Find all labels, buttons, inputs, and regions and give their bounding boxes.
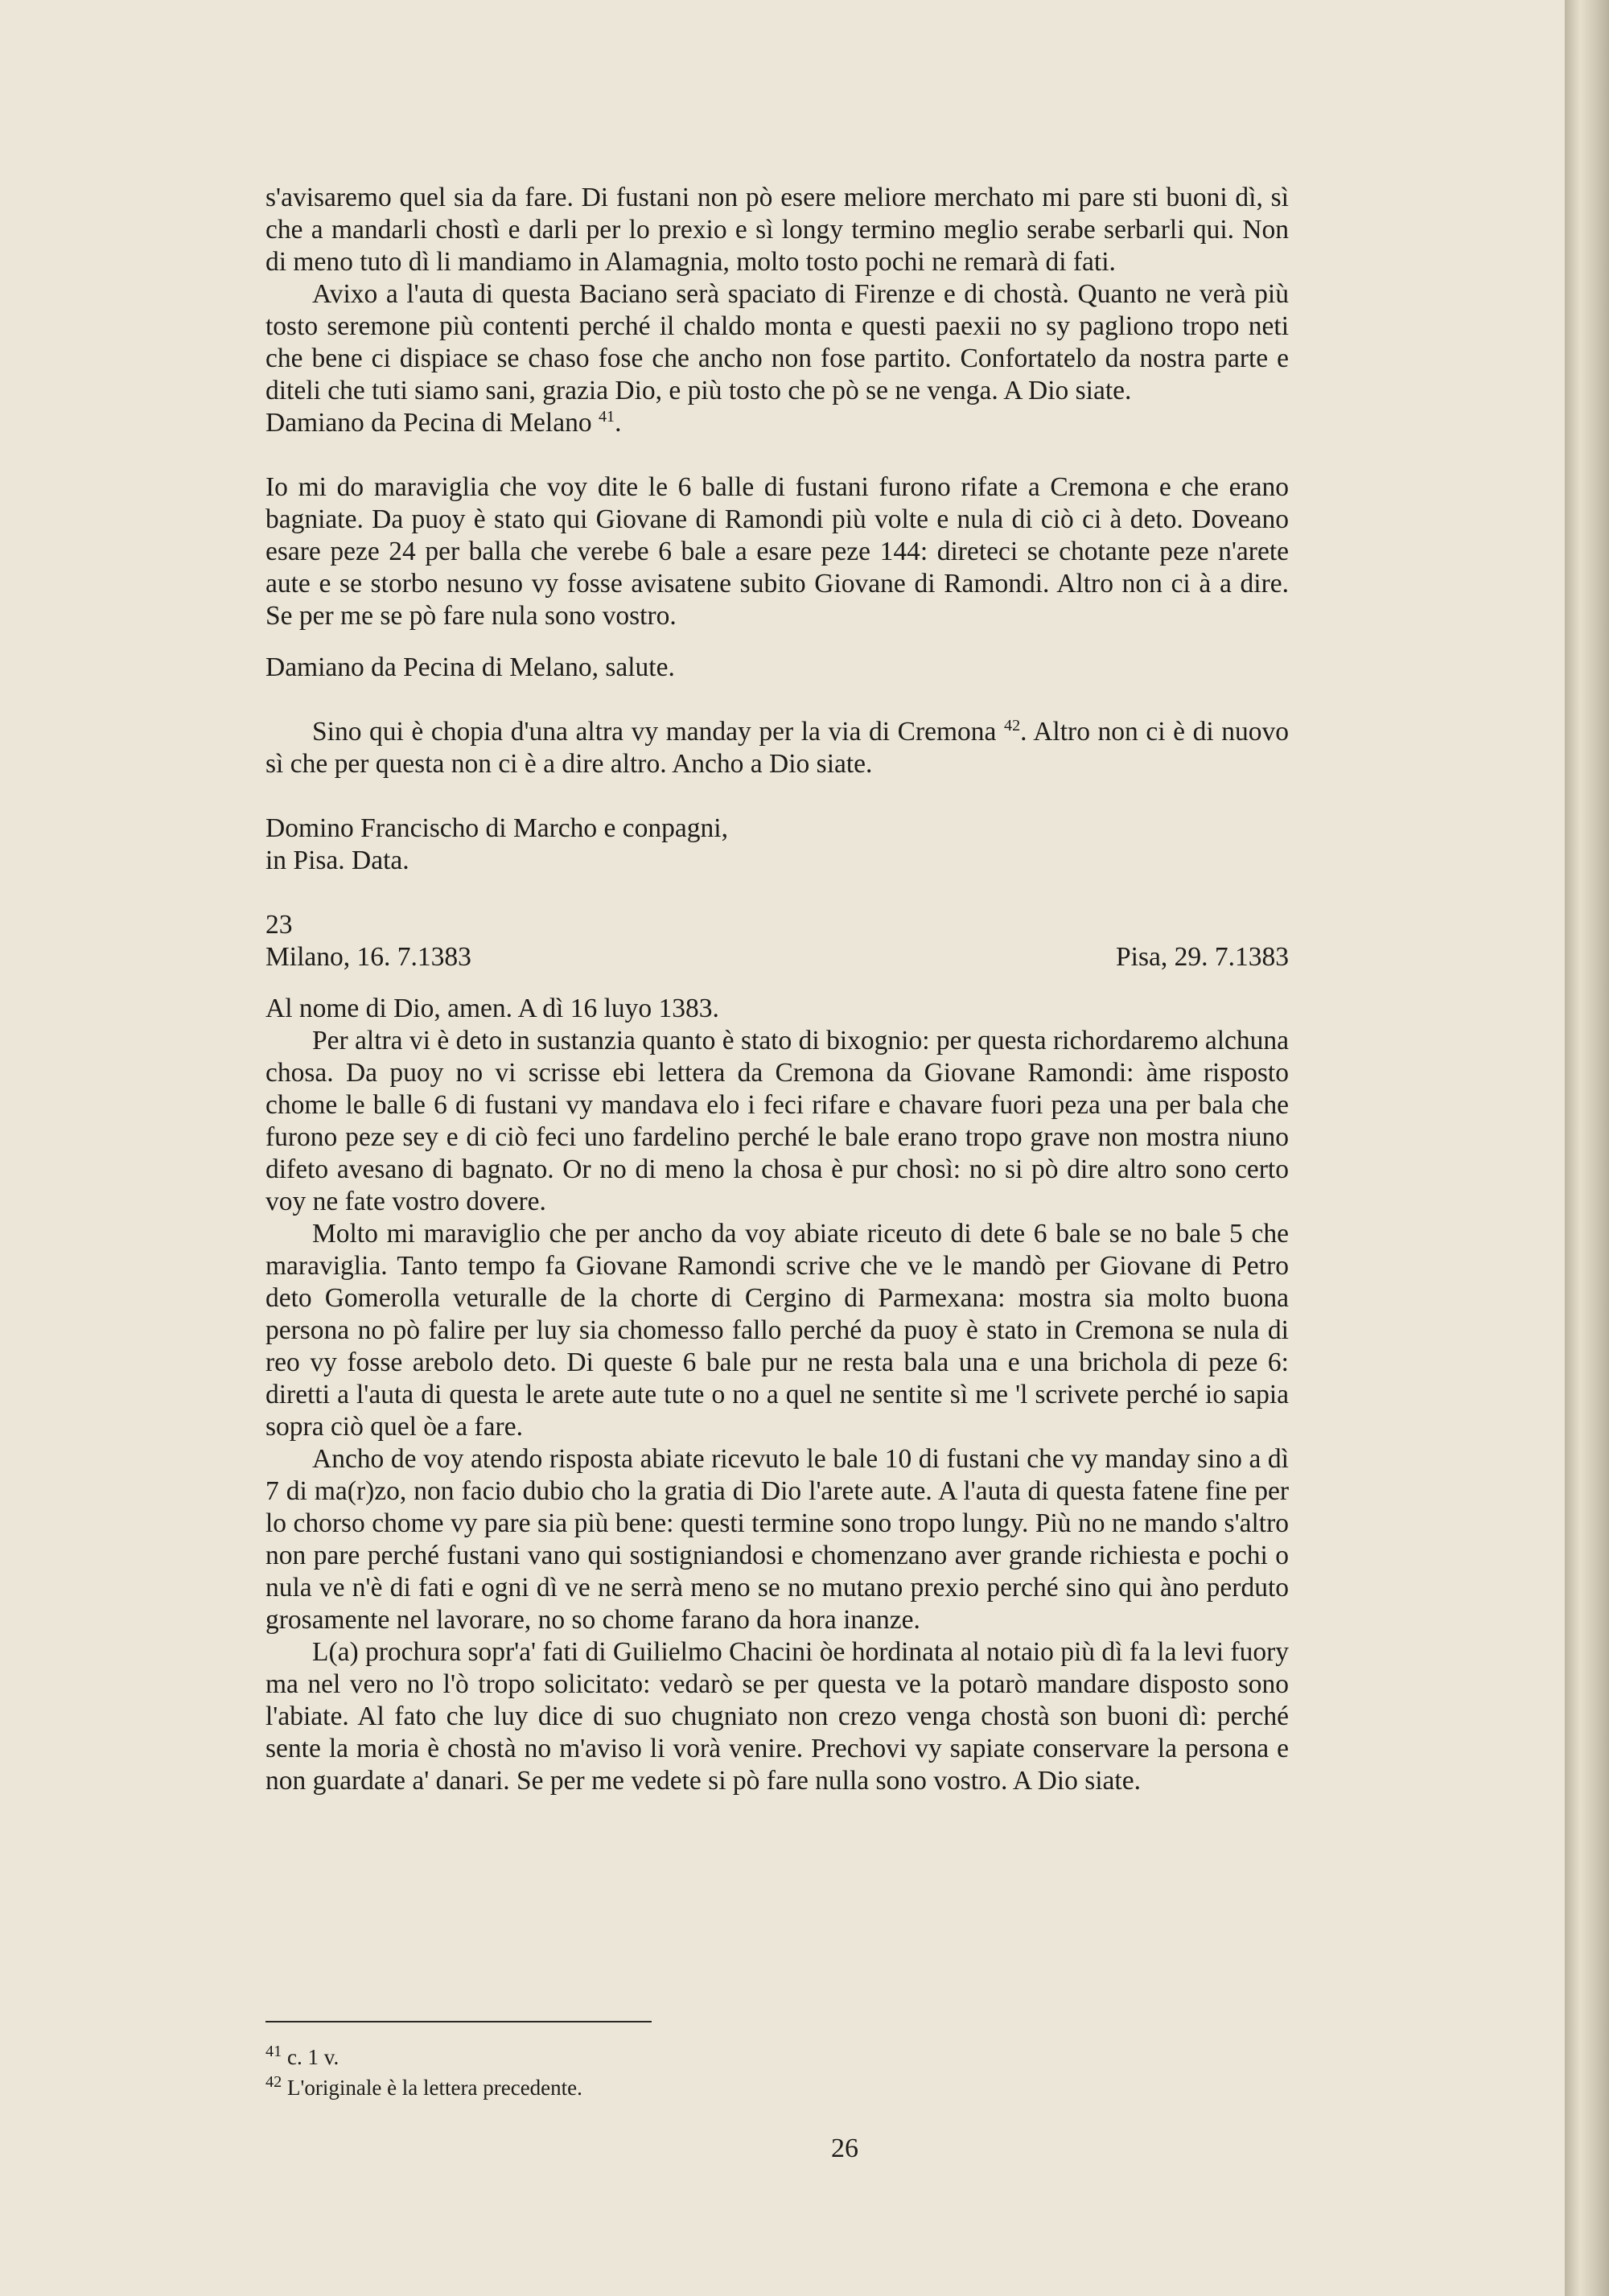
letter-destination: Pisa, 29. 7.1383 (1116, 942, 1289, 972)
footnotes (265, 2042, 990, 2103)
address-line: Domino Francischo di Marcho e conpagni, (265, 813, 728, 843)
footnote-ref: 41 (598, 407, 615, 426)
footnote: $^{41}$ c. 1 v. (265, 2043, 339, 2069)
paragraph: Ancho de voy atendo risposta abiate ricevuto le bale 10 di fustani che vy manday sino a dì 7 di ma(r)zo, non facio dubio cho la gratia di Dio l'arete aute. A l'auta di questa fatene fine per lo chorso chome vy pare sia più bene: questi termine sono tropo lungy. Più no ne mando s'altro non pare perché fustani vano qui sostigniandosi e chomenzano aver grande richiesta e pochi o nula ve n'è di fati e ogni dì ve ne serrà meno se no mutano prexio perché sino qui àno perduto grosamente nel lavorare, no so chome farano da hora inanze. (265, 1444, 1289, 1635)
letter-opening: Al nome di Dio, amen. A dì 16 luyo 1383. (265, 994, 719, 1023)
signature: Damiano da Pecina di Melano $^{41}$. (265, 407, 622, 438)
address-line: in Pisa. Data. (265, 846, 409, 875)
footnote-ref: 42 (1004, 716, 1021, 734)
letter-origin: Milano, 16. 7.1383 (265, 942, 471, 972)
paragraph: Avixo a l'auta di questa Baciano serà spaciato di Firenze e di chostà. Quanto ne verà più tosto seremone più contenti perché il chaldo monta e questi paexii no sy pagliono tropo neti che bene ci dispiace se chaso fose che ancho non fose partito. Confortatelo da nostra parte e diteli che tuti siamo sani, grazia Dio, e più tosto che pò se ne venga. A Dio siate. (265, 279, 1289, 405)
paragraph: Per altra vi è deto in sustanzia quanto è stato di bixognio: per questa richordaremo alchuna chosa. Da puoy no vi scrisse ebi lettera da Cremona da Giovane Ramondi: àme risposto chome le balle 6 di fustani vy mandava elo i feci rifare e chavare fuori peza una per bala che furono peze sey e di ciò feci uno fardelino perché le bale erano tropo grave non mostra niuno difeto avesano di bagnato. Or no di meno la chosa è pur chosì: no si pò dire altro sono certo voy ne fate vostro dovere. (265, 1026, 1289, 1216)
footnote-divider (265, 2021, 652, 2022)
letter-dateline (265, 941, 1289, 973)
book-gutter (1565, 0, 1609, 2296)
paragraph: Io mi do maraviglia che voy dite le 6 balle di fustani furono rifate a Cremona e che erano bagniate. Da puoy è stato qui Giovane di Ramondi più volte e nula di ciò ci à deto. Doveano esare peze 24 per balla che verebe 6 bale a esare peze 144: direteci se chotante peze n'arete aute e se storbo nesuno vy fosse avisatene subito Giovane di Ramondi. Altro non ci à a dire. Se per me se pò fare nula sono vostro. (265, 472, 1289, 631)
main-text (265, 182, 1289, 1797)
letter-number: 23 (265, 910, 293, 940)
signature: Damiano da Pecina di Melano, salute. (265, 652, 675, 682)
paragraph: Molto mi maraviglio che per ancho da voy abiate riceuto di dete 6 bale se no bale 5 che maraviglia. Tanto tempo fa Giovane Ramondi scrive che ve le mandò per Giovane di Petro deto Gomerolla veturalle de la chorte di Cergino di Parmexana: mostra sia molto buona persona no pò falire per luy sia chomesso fallo perché da puoy è stato in Cremona se nula di reo vy fosse arebolo deto. Di queste 6 bale pur ne resta bala una e una brichola di peze 6: diretti a l'auta di questa le arete aute tute o no a quel ne sentite sì me 'l scrivete perché io sapia sopra ciò quel òe a fare. (265, 1219, 1289, 1442)
footnote: $^{42}$ L'originale è la lettera precedente. (265, 2073, 582, 2100)
paragraph: s'avisaremo quel sia da fare. Di fustani non pò esere meliore merchato mi pare sti buoni dì, sì che a mandarli chostì e darli per lo prexio e sì longy termino meglio serabe serbarli qui. Non di meno tuto dì li mandiamo in Alamagnia, molto tosto pochi ne remarà di fati. (265, 183, 1289, 277)
paragraph: Sino qui è chopia d'una altra vy manday per la via di Cremona $^{42}$. Altro non ci è di nuovo sì che per questa non ci è a dire altro. Ancho a Dio siate. (265, 716, 1290, 779)
page-number: 26 (831, 2133, 858, 2163)
paragraph: L(a) prochura sopr'a' fati di Guilielmo Chacini òe hordinata al notaio più dì fa la levi fuory ma nel vero no l'ò tropo solicitato: vedarò se per questa ve la potarò mandare disposto sono l'abiate. Al fato che luy dice di suo chugniato non crezo venga chostà son buoni dì: perché sente la moria è chostà no m'aviso li vorà venire. Prechovi vy sapiate conservare la persona e non guardate a' danari. Se per me vedete si pò fare nulla sono vostro. A Dio siate. (265, 1637, 1289, 1796)
